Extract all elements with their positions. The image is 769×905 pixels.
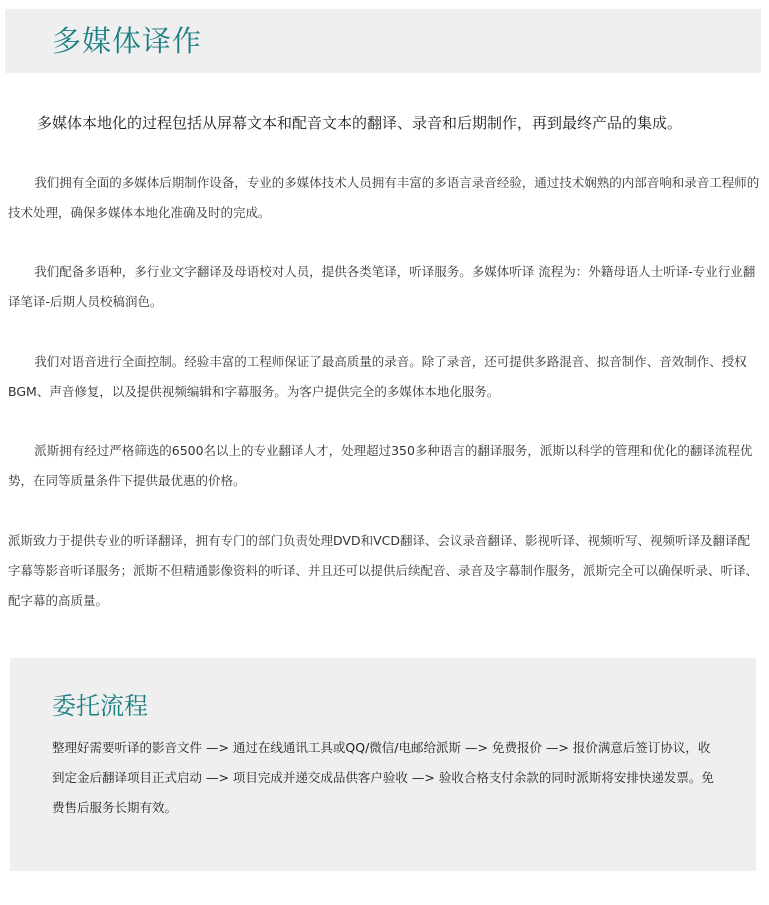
body-paragraph-talent: 派斯拥有经过严格筛选的6500名以上的专业翻译人才，处理超过350多种语言的翻译服务，派斯以科学的管理和优化的翻译流程优势，在同等质量条件下提供最优惠的价格。 bbox=[8, 443, 753, 488]
page-title: 多媒体译作 bbox=[52, 24, 203, 58]
body-paragraph-equipment: 我们拥有全面的多媒体后期制作设备，专业的多媒体技术人员拥有丰富的多语言录音经验，通过技术娴熟的内部音响和录音工程师的技术处理，确保多媒体本地化准确及时的完成。 bbox=[8, 175, 760, 220]
process-title: 委托流程 bbox=[52, 692, 148, 720]
intro-paragraph: 多媒体本地化的过程包括从屏幕文本和配音文本的翻译、录音和后期制作，再到最终产品的集成。 bbox=[37, 114, 683, 132]
body-paragraph-audio-control: 我们对语音进行全面控制。经验丰富的工程师保证了最高质量的录音。除了录音，还可提供多路混音、拟音制作、音效制作、授权BGM、声音修复，以及提供视频编辑和字幕服务。为客户提供完全的多媒体本地化服务。 bbox=[8, 354, 747, 399]
body-paragraph-transcription: 派斯致力于提供专业的听译翻译，拥有专门的部门负责处理DVD和VCD翻译、会议录音翻译、影视听译、视频听写、视频听译及翻译配字幕等影音听译服务；派斯不但精通影像资料的听译、并且还可以提供后续配音、录音及字幕制作服务，派斯完全可以确保听录、听译、配字幕的高质量。 bbox=[8, 533, 759, 608]
body-paragraph-translators: 我们配备多语种，多行业文字翻译及母语校对人员，提供各类笔译，听译服务。多媒体听译 流程为：外籍母语人士听译-专业行业翻译笔译-后期人员校稿润色。 bbox=[8, 264, 756, 309]
process-steps-text: 整理好需要听译的影音文件 —> 通过在线通讯工具或QQ/微信/电邮给派斯 —> 免费报价 —> 报价满意后签订协议，收到定金后翻译项目正式启动 —> 项目完成并递交成品供客户验收 —> 验收合格支付余款的同时派斯将安排快递发票。免费售后服务长期有效。 bbox=[52, 740, 714, 815]
process-section bbox=[10, 658, 756, 871]
